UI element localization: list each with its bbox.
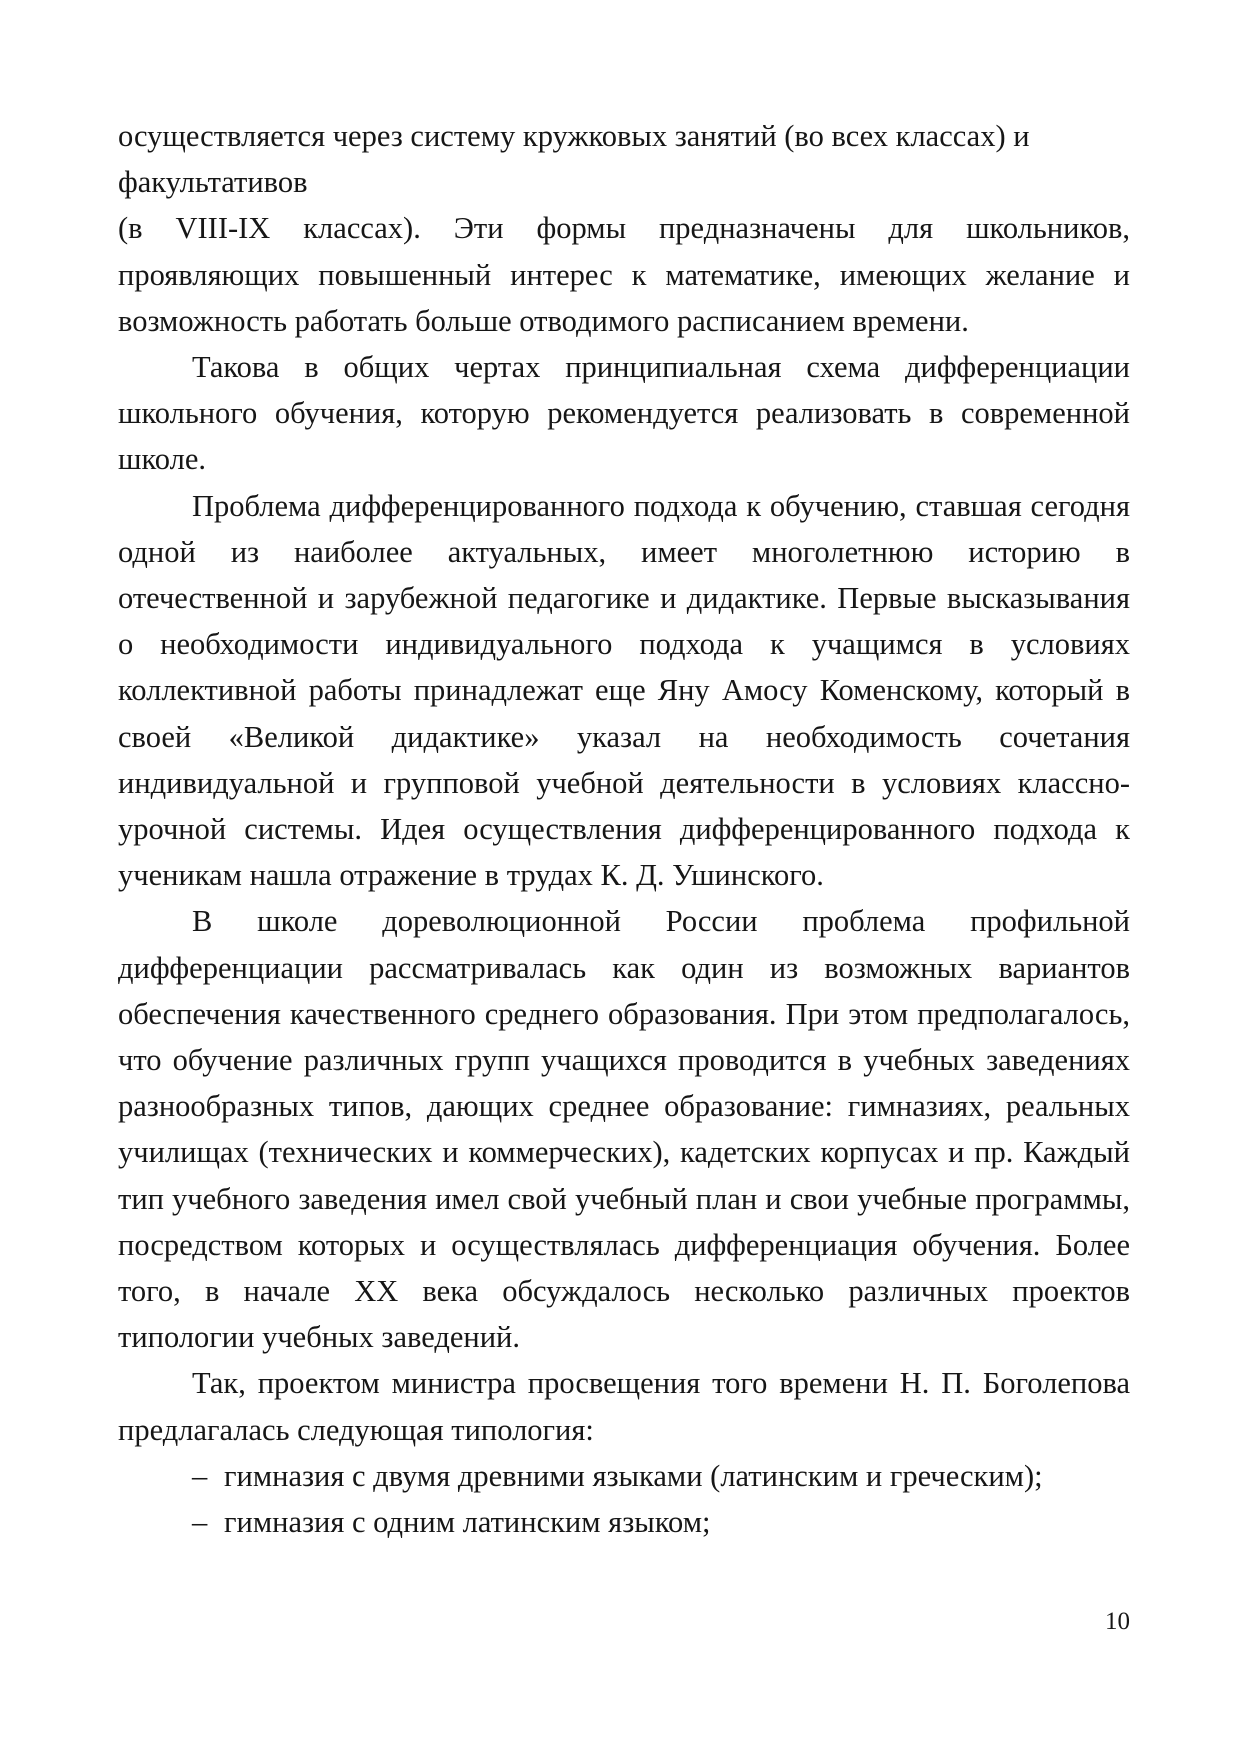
list-item bbox=[118, 1499, 1130, 1545]
paragraph-continued-rest: (в VIII-IX классах). Эти формы предназначены для школьников, проявляющих повышенный интерес к математике, имеющих желание и возможность работать больше отводимого расписанием времени. bbox=[118, 211, 1130, 338]
list-item bbox=[118, 1453, 1130, 1499]
typology-list bbox=[118, 1453, 1130, 1545]
list-item-text: гимназия с двумя древними языками (латинским и греческим); bbox=[224, 1458, 1043, 1493]
paragraph-bogolepov-project: Так, проектом министра просвещения того времени Н. П. Боголепова предлагалась следующая типология: bbox=[118, 1366, 1130, 1447]
list-item-text: гимназия с одним латинским языком; bbox=[224, 1505, 711, 1540]
paragraph-differentiation-scheme: Такова в общих чертах принципиальная схема дифференциации школьного обучения, которую рекомендуется реализовать в современной школе. bbox=[118, 350, 1130, 477]
paragraph-history: Проблема дифференцированного подхода к обучению, ставшая сегодня одной из наиболее актуальных, имеет многолетнюю историю в отечественной и зарубежной педагогике и дидактике. Первые высказывания о необходимости индивидуального подхода к учащимся в условиях коллективной работы принадлежат еще Яну Амосу Коменскому, который в своей «Великой дидактике» указал на необходимость сочетания индивидуальной и групповой учебной деятельности в условиях классно-урочной системы. Идея осуществления дифференцированного подхода к ученикам нашла отражение в трудах К. Д. Ушинского. bbox=[118, 488, 1130, 893]
document-body bbox=[118, 113, 1130, 1545]
paragraph-continued-line: осуществляется через систему кружковых занятий (во всех классах) и факультативов bbox=[118, 119, 1030, 200]
page-number: 10 bbox=[1105, 1608, 1130, 1635]
paragraph-prerevolutionary-school: В школе дореволюционной России проблема профильной дифференциации рассматривалась как один из возможных вариантов обеспечения качественного среднего образования. При этом предполагалось, что обучение различных групп учащихся проводится в учебных заведениях разнообразных типов, дающих среднее образование: гимназиях, реальных училищах (технических и коммерческих), кадетских корпусах и пр. Каждый тип учебного заведения имел свой учебный план и свои учебные программы, посредством которых и осуществлялась дифференциация обучения. Более того, в начале XX века обсуждалось несколько различных проектов типологии учебных заведений. bbox=[118, 904, 1130, 1355]
dash-marker: – bbox=[192, 1458, 208, 1493]
dash-marker: – bbox=[192, 1505, 208, 1540]
